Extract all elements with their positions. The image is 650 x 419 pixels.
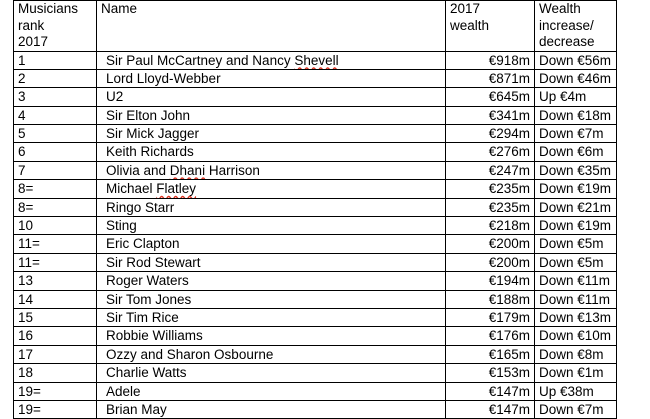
wealth-cell: €194m — [446, 272, 535, 290]
name-cell: Sting — [97, 217, 446, 235]
wealth-cell: €247m — [446, 161, 535, 179]
wealth-cell: €176m — [446, 327, 535, 345]
table-body — [14, 51, 617, 419]
change-cell: Up €4m — [535, 88, 617, 106]
change-cell: Down €35m — [535, 161, 617, 179]
name-cell: Charlie Watts — [97, 364, 446, 382]
wealth-cell: €276m — [446, 143, 535, 161]
table-row — [14, 198, 617, 216]
table-row — [14, 106, 617, 124]
rank-cell: 4 — [14, 106, 97, 124]
change-cell: Down €7m — [535, 400, 617, 418]
rank-cell: 16 — [14, 327, 97, 345]
wealth-cell: €235m — [446, 198, 535, 216]
table-row — [14, 161, 617, 179]
change-cell: Down €11m — [535, 272, 617, 290]
table-header — [14, 1, 617, 52]
change-cell: Down €19m — [535, 217, 617, 235]
rank-cell: 8= — [14, 198, 97, 216]
rank-cell: 11= — [14, 235, 97, 253]
change-cell: Down €6m — [535, 143, 617, 161]
wealth-cell: €200m — [446, 235, 535, 253]
rank-cell: 19= — [14, 400, 97, 418]
change-cell: Down €46m — [535, 69, 617, 87]
name-cell: Robbie Williams — [97, 327, 446, 345]
name-cell: Sir Tim Rice — [97, 308, 446, 326]
rank-cell: 5 — [14, 125, 97, 143]
change-cell: Down €56m — [535, 51, 617, 69]
table-row — [14, 364, 617, 382]
rank-cell: 2 — [14, 69, 97, 87]
table-row — [14, 400, 617, 418]
name-cell: U2 — [97, 88, 446, 106]
rank-cell: 18 — [14, 364, 97, 382]
wealth-cell: €188m — [446, 290, 535, 308]
wealth-cell: €341m — [446, 106, 535, 124]
spellcheck-underline: Shevell — [294, 52, 339, 68]
rank-cell: 6 — [14, 143, 97, 161]
wealth-cell: €200m — [446, 253, 535, 271]
rank-cell: 19= — [14, 382, 97, 400]
name-cell: Sir Tom Jones — [97, 290, 446, 308]
change-cell: Down €5m — [535, 253, 617, 271]
name-cell: Ozzy and Sharon Osbourne — [97, 345, 446, 363]
name-cell: Olivia and Dhani Harrison — [97, 161, 446, 179]
change-cell: Down €18m — [535, 106, 617, 124]
name-cell: Lord Lloyd-Webber — [97, 69, 446, 87]
table-row — [14, 327, 617, 345]
wealth-cell: €153m — [446, 364, 535, 382]
rank-cell: 10 — [14, 217, 97, 235]
wealth-cell: €179m — [446, 308, 535, 326]
table-row — [14, 235, 617, 253]
table-row — [14, 88, 617, 106]
rank-cell: 17 — [14, 345, 97, 363]
wealth-cell: €871m — [446, 69, 535, 87]
table-row — [14, 272, 617, 290]
table-row — [14, 345, 617, 363]
table-row — [14, 253, 617, 271]
table-row — [14, 290, 617, 308]
change-cell: Down €10m — [535, 327, 617, 345]
name-cell: Brian May — [97, 400, 446, 418]
wealth-cell: €218m — [446, 217, 535, 235]
header-wealth: 2017 wealth — [446, 1, 535, 52]
change-cell: Down €13m — [535, 308, 617, 326]
name-cell: Adele — [97, 382, 446, 400]
change-cell: Down €19m — [535, 180, 617, 198]
rank-cell: 13 — [14, 272, 97, 290]
header-rank: Musicians rank 2017 — [14, 1, 97, 52]
change-cell: Down €8m — [535, 345, 617, 363]
change-cell: Down €11m — [535, 290, 617, 308]
wealth-cell: €918m — [446, 51, 535, 69]
rank-cell: 7 — [14, 161, 97, 179]
header-name: Name — [97, 1, 446, 52]
name-cell: Sir Elton John — [97, 106, 446, 124]
header-row — [14, 1, 617, 52]
table-row — [14, 382, 617, 400]
name-cell: Michael Flatley — [97, 180, 446, 198]
rank-cell: 3 — [14, 88, 97, 106]
name-cell: Roger Waters — [97, 272, 446, 290]
name-cell: Sir Mick Jagger — [97, 125, 446, 143]
header-change: Wealth increase/ decrease — [535, 1, 617, 52]
table-row — [14, 69, 617, 87]
table-row — [14, 125, 617, 143]
rank-cell: 1 — [14, 51, 97, 69]
change-cell: Up €38m — [535, 382, 617, 400]
table-row — [14, 217, 617, 235]
name-cell: Eric Clapton — [97, 235, 446, 253]
musicians-wealth-table — [13, 0, 617, 419]
rank-cell: 14 — [14, 290, 97, 308]
wealth-cell: €147m — [446, 382, 535, 400]
rank-cell: 11= — [14, 253, 97, 271]
rank-cell: 15 — [14, 308, 97, 326]
change-cell: Down €21m — [535, 198, 617, 216]
table-row — [14, 180, 617, 198]
change-cell: Down €7m — [535, 125, 617, 143]
name-cell: Sir Rod Stewart — [97, 253, 446, 271]
wealth-cell: €235m — [446, 180, 535, 198]
change-cell: Down €5m — [535, 235, 617, 253]
name-cell: Sir Paul McCartney and Nancy Shevell — [97, 51, 446, 69]
wealth-cell: €294m — [446, 125, 535, 143]
name-cell: Keith Richards — [97, 143, 446, 161]
rank-cell: 8= — [14, 180, 97, 198]
table-row — [14, 143, 617, 161]
spellcheck-underline: Flatley — [156, 181, 197, 197]
table-row — [14, 308, 617, 326]
name-cell: Ringo Starr — [97, 198, 446, 216]
wealth-cell: €165m — [446, 345, 535, 363]
wealth-cell: €147m — [446, 400, 535, 418]
spellcheck-underline: Dhani — [169, 162, 206, 178]
change-cell: Down €1m — [535, 364, 617, 382]
table-row — [14, 51, 617, 69]
wealth-cell: €645m — [446, 88, 535, 106]
